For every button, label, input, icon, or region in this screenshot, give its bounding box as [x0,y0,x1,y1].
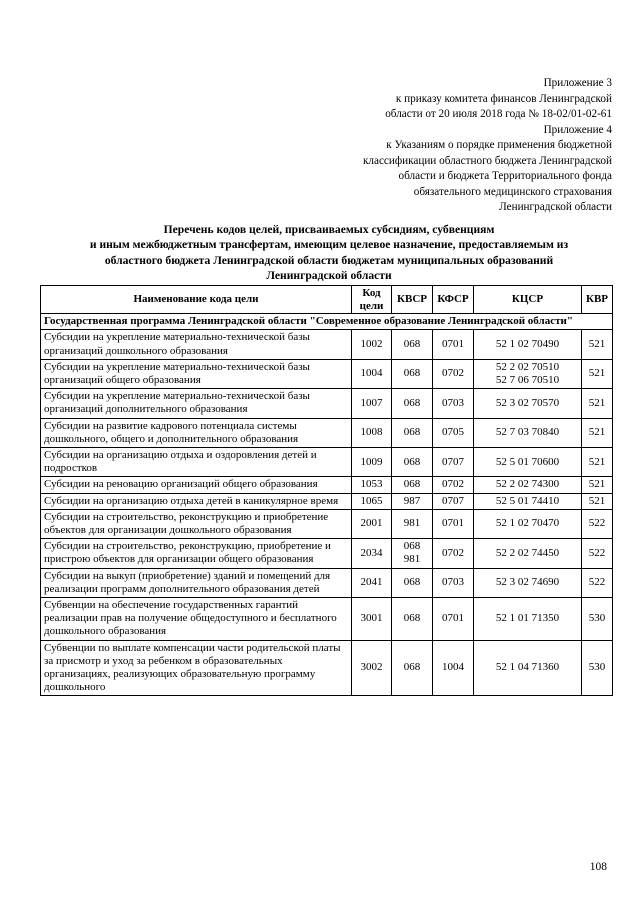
cell-code: 1008 [352,418,392,447]
title-line: и иным межбюджетным трансфертам, имеющим целевое назначение, предоставляемым из [89,238,569,252]
cell-code: 2001 [352,509,392,538]
table-header-row [41,286,613,314]
cell-kfsr: 0701 [433,598,474,641]
header-line: классификации областного бюджета Ленинградской [362,154,612,167]
cell-code: 1004 [352,359,392,388]
cell-kvsr [392,509,433,538]
cell-kvsr-line: 068 [403,396,421,409]
cell-kcsr-line: 52 7 03 70840 [495,426,560,439]
program-title: Государственная программа Ленинградской области "Современное образование Ленинградской области" [41,314,613,330]
cell-kvr: 521 [582,330,613,359]
cell-kfsr: 0702 [433,539,474,568]
cell-kcsr-line: 52 3 02 70570 [495,396,560,409]
cell-kvr: 521 [582,389,613,418]
title-line: областного бюджета Ленинградской области бюджетам муниципальных образований [104,253,554,267]
cell-kcsr [474,389,582,418]
cell-kcsr [474,477,582,493]
cell-name: Субсидии на строительство, реконструкцию, приобретение и пристрою объектов для организации общего образования [41,539,352,568]
cell-code: 1002 [352,330,392,359]
title-line: Ленинградской области [266,269,392,283]
column-header-kcsr: КЦСР [474,286,582,314]
cell-name: Субсидии на организацию отдыха и оздоровления детей и подростков [41,448,352,477]
header-line: обязательного медицинского страхования [413,185,612,198]
cell-kcsr [474,640,582,696]
cell-code: 3001 [352,598,392,641]
cell-kcsr-line: 52 2 02 74450 [495,546,560,559]
table-row [41,418,613,447]
cell-name: Субсидии на укрепление материально-технической базы организаций общего образования [41,359,352,388]
cell-kfsr: 0705 [433,418,474,447]
cell-kvr: 521 [582,448,613,477]
cell-kvsr-line: 068 [403,661,421,674]
table-row [41,539,613,568]
cell-kvsr-line: 068 [403,540,421,553]
cell-kcsr-line: 52 7 06 70510 [495,374,560,386]
cell-kcsr [474,598,582,641]
header-line: Приложение 3 [543,77,612,89]
cell-kvr: 521 [582,477,613,493]
cell-name: Субсидии на развитие кадрового потенциала системы дошкольного, общего и дополнительного образования [41,418,352,447]
cell-kfsr: 0703 [433,568,474,597]
cell-kvsr-line: 987 [403,494,421,507]
cell-kfsr: 0707 [433,448,474,477]
code-header-line: цели [359,299,384,312]
cell-kcsr [474,568,582,597]
header-line: к приказу комитета финансов Ленинградской [395,92,612,105]
cell-code: 1053 [352,477,392,493]
cell-kfsr: 0701 [433,330,474,359]
cell-kcsr-line: 52 1 02 70490 [495,337,560,350]
cell-kvsr-line: 068 [403,576,421,589]
cell-kcsr-line: 52 1 01 71350 [495,612,560,625]
cell-kcsr [474,493,582,509]
cell-kvsr-line: 981 [403,553,421,566]
column-header-kvr: КВР [582,286,613,314]
cell-kvr: 522 [582,539,613,568]
code-header-line: Код [362,287,381,299]
cell-kvsr [392,493,433,509]
cell-name: Субвенции на обеспечение государственных гарантий реализации прав на получение общедоступного и бесплатного дошкольного образования [41,598,352,641]
cell-kcsr [474,330,582,359]
table-row [41,493,613,509]
cell-kvsr-line: 068 [403,455,421,468]
cell-kvr: 530 [582,598,613,641]
cell-kvr: 521 [582,359,613,388]
cell-kcsr-line: 52 5 01 74410 [495,494,560,507]
cell-kvr: 522 [582,509,613,538]
table-row [41,389,613,418]
cell-kvsr [392,389,433,418]
cell-kfsr: 0701 [433,509,474,538]
column-header-kvsr: КВСР [392,286,433,314]
document-title [40,222,618,284]
cell-kcsr-line: 52 2 02 74300 [495,478,560,491]
column-header-kfsr: КФСР [433,286,474,314]
table-row [41,598,613,641]
target-codes-table [40,285,613,696]
cell-kvsr [392,640,433,696]
header-line: Приложение 4 [543,123,612,136]
cell-kcsr-line: 52 1 04 71360 [495,661,560,674]
cell-name: Субсидии на выкуп (приобретение) зданий и помещений для реализации программ дополнительного образования детей [41,568,352,597]
cell-name: Субсидии на строительство, реконструкцию и приобретение объектов для организации дошкольного образования [41,509,352,538]
cell-kvsr [392,477,433,493]
cell-kfsr: 0702 [433,477,474,493]
cell-name: Субсидии на укрепление материально-технической базы организаций дополнительного образования [41,389,352,418]
program-row [41,314,613,330]
cell-kvr: 521 [582,418,613,447]
cell-kvsr-line: 068 [403,337,421,350]
table-row [41,359,613,388]
cell-kvr: 522 [582,568,613,597]
cell-kcsr-line: 52 2 02 70510 [495,360,560,373]
cell-code: 3002 [352,640,392,696]
cell-kvsr [392,568,433,597]
table-row [41,509,613,538]
cell-kcsr [474,418,582,447]
cell-kcsr [474,539,582,568]
cell-kvsr [392,539,433,568]
cell-kvsr-line: 068 [403,478,421,491]
column-header-name: Наименование кода цели [41,286,352,314]
cell-kvsr [392,330,433,359]
cell-kvsr [392,359,433,388]
cell-kcsr-line: 52 1 02 70470 [495,517,560,530]
cell-kvsr-line: 068 [403,612,421,625]
cell-kcsr-line: 52 5 01 70600 [495,455,560,468]
cell-kcsr [474,509,582,538]
cell-kvsr [392,448,433,477]
cell-kcsr-line: 52 3 02 74690 [495,576,560,589]
table-row [41,330,613,359]
cell-kvsr-line: 068 [403,426,421,439]
cell-kvsr-line: 981 [403,517,421,530]
header-line: области от 20 июля 2018 года № 18-02/01-02-61 [385,108,612,120]
title-line: Перечень кодов целей, присваиваемых субсидиям, субвенциям [163,223,495,236]
header-line: Ленинградской области [499,201,612,213]
cell-code: 1007 [352,389,392,418]
cell-code: 2034 [352,539,392,568]
cell-kfsr: 0707 [433,493,474,509]
cell-name: Субвенции по выплате компенсации части родительской платы за присмотр и уход за ребенком в образовательных организациях, реализующих образовательную программу дошкольного [41,640,352,696]
cell-name: Субсидии на укрепление материально-технической базы организаций дошкольного образования [41,330,352,359]
cell-kvr: 521 [582,493,613,509]
cell-kfsr: 0703 [433,389,474,418]
table-row [41,477,613,493]
cell-code: 2041 [352,568,392,597]
cell-kvsr [392,598,433,641]
table-row [41,568,613,597]
cell-kcsr [474,359,582,388]
column-header-code [352,286,392,314]
table-row [41,448,613,477]
cell-name: Субсидии на организацию отдыха детей в каникулярное время [41,493,352,509]
page-number: 108 [589,861,607,873]
header-line: области и бюджета Территориального фонда [398,170,612,182]
cell-kfsr: 1004 [433,640,474,696]
cell-kvsr-line: 068 [403,367,421,380]
table-row [41,640,613,696]
cell-kfsr: 0702 [433,359,474,388]
cell-kcsr [474,448,582,477]
cell-name: Субсидии на реновацию организаций общего образования [41,477,352,493]
header-line: к Указаниям о порядке применения бюджетной [386,139,612,151]
cell-kvr: 530 [582,640,613,696]
cell-code: 1009 [352,448,392,477]
appendix-header [282,76,612,216]
cell-kvsr [392,418,433,447]
cell-code: 1065 [352,493,392,509]
